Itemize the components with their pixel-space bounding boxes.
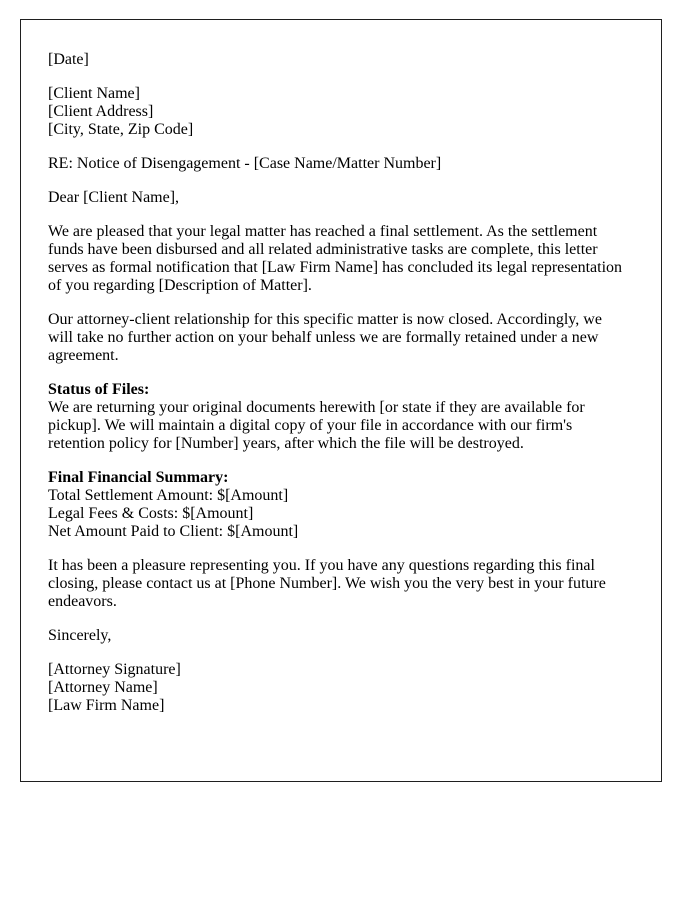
salutation: Dear [Client Name], xyxy=(48,189,180,206)
status-of-files-text: We are returning your original documents herewith [or state if they are available for pickup]. We will maintain a digital copy of your file in accordance with our firm's retention policy for [Number] years, after which the file will be destroyed. xyxy=(48,399,585,452)
recipient-city-state-zip: [City, State, Zip Code] xyxy=(48,121,194,138)
attorney-name: [Attorney Name] xyxy=(48,679,158,696)
recipient-address: [Client Address] xyxy=(48,103,154,120)
financial-summary-heading: Final Financial Summary: xyxy=(48,469,229,486)
status-of-files-block xyxy=(48,381,625,453)
status-of-files-heading: Status of Files: xyxy=(48,381,150,398)
letter-date: [Date] xyxy=(48,51,89,68)
paragraph-settlement-notice: We are pleased that your legal matter has reached a final settlement. As the settlement funds have been disbursed and all related administrative tasks are complete, this letter serves as formal notification that [Law Firm Name] has concluded its legal representation of you regarding [Description of Matter]. xyxy=(48,223,623,294)
law-firm-name: [Law Firm Name] xyxy=(48,697,165,714)
summary-total-settlement: Total Settlement Amount: $[Amount] xyxy=(48,487,289,504)
subject-line: RE: Notice of Disengagement - [Case Name/Matter Number] xyxy=(48,155,442,172)
financial-summary-block xyxy=(48,469,625,541)
summary-net-amount: Net Amount Paid to Client: $[Amount] xyxy=(48,523,299,540)
paragraph-relationship-closed: Our attorney-client relationship for this specific matter is now closed. Accordingly, we will take no further action on your behalf unless we are formally retained under a new agreement. xyxy=(48,311,602,364)
paragraph-farewell: It has been a pleasure representing you. If you have any questions regarding this final closing, please contact us at [Phone Number]. We wish you the very best in your future endeavors. xyxy=(48,557,606,610)
signature-block xyxy=(48,661,625,715)
recipient-block xyxy=(48,85,625,139)
recipient-name: [Client Name] xyxy=(48,85,140,102)
summary-legal-fees: Legal Fees & Costs: $[Amount] xyxy=(48,505,254,522)
letter-border-frame xyxy=(20,19,662,782)
attorney-signature: [Attorney Signature] xyxy=(48,661,181,678)
closing: Sincerely, xyxy=(48,627,112,644)
